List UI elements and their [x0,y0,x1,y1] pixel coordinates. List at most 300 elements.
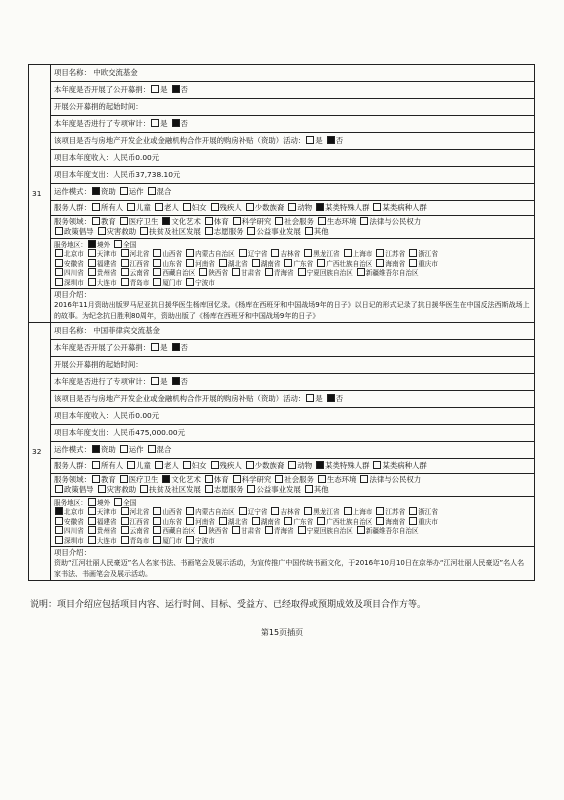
checkbox-option[interactable] [54,518,84,526]
checkbox-option[interactable] [126,203,151,212]
empty-box-icon[interactable] [121,259,129,267]
empty-box-icon[interactable] [373,203,381,211]
fields-label: 服务领域： [54,217,91,226]
empty-box-icon[interactable] [265,526,273,534]
checkbox-option[interactable] [359,217,421,226]
empty-box-icon[interactable] [288,203,296,211]
checkbox-option[interactable] [182,461,207,470]
checkbox-option[interactable] [210,461,242,470]
empty-box-icon[interactable] [284,259,292,267]
empty-box-icon[interactable] [153,517,161,525]
empty-box-icon[interactable] [317,259,325,267]
checkbox-option[interactable] [343,250,373,258]
empty-box-icon[interactable] [219,517,227,525]
checkbox-option[interactable] [238,508,268,516]
income-value: 项目本年度收入：人民币0.00元 [54,153,160,162]
checked-box-icon[interactable] [172,85,180,93]
checkbox-option[interactable] [113,499,136,507]
empty-box-icon[interactable] [140,485,148,493]
empty-box-icon[interactable] [360,475,368,483]
checkbox-option[interactable] [161,217,201,226]
empty-box-icon[interactable] [55,536,63,544]
form-cell [51,116,535,133]
empty-box-icon[interactable] [376,249,384,257]
checkbox-option[interactable] [91,203,123,212]
checkbox-option[interactable] [375,518,405,526]
checkbox-option[interactable] [317,217,357,226]
checkbox-option[interactable] [147,187,172,196]
checkbox-option[interactable] [120,250,150,258]
empty-box-icon[interactable] [183,203,191,211]
empty-box-icon[interactable] [409,517,417,525]
empty-box-icon[interactable] [153,268,161,276]
empty-box-icon[interactable] [55,517,63,525]
empty-box-icon[interactable] [92,475,100,483]
checkbox-option[interactable] [119,445,144,454]
empty-box-icon[interactable] [205,227,213,235]
empty-box-icon[interactable] [205,485,213,493]
empty-box-icon[interactable] [344,507,352,515]
empty-box-icon[interactable] [186,517,194,525]
checkbox-option[interactable] [171,377,188,386]
checked-box-icon[interactable] [316,461,324,469]
empty-box-icon[interactable] [153,536,161,544]
empty-box-icon[interactable] [318,475,326,483]
empty-box-icon[interactable] [252,259,260,267]
checkbox-label: 全国 [123,499,137,508]
checkbox-option[interactable] [315,203,369,212]
empty-box-icon[interactable] [247,227,255,235]
empty-box-icon[interactable] [55,485,63,493]
empty-box-icon[interactable] [121,278,129,286]
checkbox-option[interactable] [185,518,215,526]
checkbox-option[interactable] [251,518,281,526]
empty-box-icon[interactable] [219,259,227,267]
checkbox-option[interactable] [185,508,235,516]
checked-box-icon[interactable] [316,203,324,211]
empty-box-icon[interactable] [148,187,156,195]
empty-box-icon[interactable] [232,526,240,534]
checkbox-option[interactable] [210,203,242,212]
checkbox-option[interactable] [316,518,372,526]
empty-box-icon[interactable] [233,217,241,225]
empty-box-icon[interactable] [151,85,159,93]
empty-box-icon[interactable] [183,461,191,469]
checkbox-option[interactable] [246,227,300,236]
empty-box-icon[interactable] [271,249,279,257]
checkbox-option[interactable] [204,217,229,226]
checkbox-option[interactable] [315,461,369,470]
checkbox-option[interactable] [185,537,215,545]
checkbox-option[interactable] [120,518,150,526]
checkbox-label: 体育 [213,475,229,485]
checkbox-option[interactable] [152,269,195,277]
checkbox-option[interactable] [303,508,339,516]
empty-box-icon[interactable] [318,217,326,225]
checkbox-option[interactable] [54,250,84,258]
checkbox-label: 山东省 [162,517,183,526]
empty-box-icon[interactable] [114,240,122,248]
empty-box-icon[interactable] [317,517,325,525]
empty-box-icon[interactable] [88,278,96,286]
empty-box-icon[interactable] [55,526,63,534]
empty-box-icon[interactable] [121,507,129,515]
empty-box-icon[interactable] [376,517,384,525]
empty-box-icon[interactable] [88,536,96,544]
empty-box-icon[interactable] [98,485,106,493]
project-table [28,64,535,581]
empty-box-icon[interactable] [305,227,313,235]
checkbox-option[interactable] [359,475,421,484]
empty-box-icon[interactable] [247,485,255,493]
empty-box-icon[interactable] [153,259,161,267]
empty-box-icon[interactable] [151,119,159,127]
checked-box-icon[interactable] [162,217,170,225]
checked-box-icon[interactable] [55,507,63,515]
checkbox-option[interactable] [185,279,215,287]
checkbox-option[interactable] [245,203,285,212]
empty-box-icon[interactable] [88,249,96,257]
checkbox-option[interactable] [87,527,117,535]
checkbox-option[interactable] [317,475,357,484]
checkbox-option[interactable] [120,269,150,277]
empty-box-icon[interactable] [275,475,283,483]
checkbox-option[interactable] [375,508,405,516]
form-cell [51,65,535,82]
checkbox-option[interactable] [54,508,84,516]
empty-box-icon[interactable] [265,268,273,276]
checkbox-option[interactable] [283,260,313,268]
checkbox-option[interactable] [408,260,438,268]
empty-box-icon[interactable] [114,498,122,506]
checkbox-option[interactable] [304,227,329,236]
checkbox-option[interactable] [303,250,339,258]
checkbox-option[interactable] [238,250,268,258]
checkbox-option[interactable] [152,279,182,287]
checkbox-option[interactable] [126,461,151,470]
empty-box-icon[interactable] [373,461,381,469]
checkbox-option[interactable] [171,85,188,94]
checkbox-option[interactable] [204,475,229,484]
empty-box-icon[interactable] [153,526,161,534]
name-label: 项目名称： [54,326,91,336]
empty-box-icon[interactable] [205,217,213,225]
checked-box-icon[interactable] [92,187,100,195]
empty-box-icon[interactable] [121,517,129,525]
empty-box-icon[interactable] [121,249,129,257]
form-cell [51,216,535,239]
empty-box-icon[interactable] [55,268,63,276]
checkbox-option[interactable] [152,508,182,516]
checkbox-option[interactable] [54,527,84,535]
checkbox-option[interactable] [150,85,167,94]
checkbox-option[interactable] [152,250,182,258]
checkbox-option[interactable] [185,260,215,268]
checked-box-icon[interactable] [162,475,170,483]
checkbox-option[interactable] [297,527,353,535]
empty-box-icon[interactable] [120,217,128,225]
empty-box-icon[interactable] [88,507,96,515]
checkbox-option[interactable] [120,279,150,287]
checkbox-option[interactable] [171,343,188,352]
empty-box-icon[interactable] [376,507,384,515]
checkbox-option[interactable] [154,203,179,212]
checkbox-option[interactable] [264,527,294,535]
checkbox-option[interactable] [270,250,300,258]
checkbox-option[interactable] [316,260,372,268]
checkbox-option[interactable] [120,260,150,268]
empty-box-icon[interactable] [88,268,96,276]
checkbox-option[interactable] [54,279,84,287]
empty-box-icon[interactable] [92,217,100,225]
empty-box-icon[interactable] [306,394,314,402]
empty-box-icon[interactable] [127,461,135,469]
checkbox-option[interactable] [54,227,94,236]
checkbox-option[interactable] [408,250,438,258]
checkbox-option[interactable] [204,227,244,236]
empty-box-icon[interactable] [409,249,417,257]
checkbox-option[interactable] [87,241,110,249]
checkbox-option[interactable] [152,518,182,526]
empty-box-icon[interactable] [304,249,312,257]
checkbox-option[interactable] [171,119,188,128]
checkbox-option[interactable] [120,527,150,535]
empty-box-icon[interactable] [186,249,194,257]
empty-box-icon[interactable] [153,249,161,257]
empty-box-icon[interactable] [88,259,96,267]
checkbox-option[interactable] [54,260,84,268]
checkbox-option[interactable] [270,508,300,516]
empty-box-icon[interactable] [199,526,207,534]
checkbox-option[interactable] [246,485,300,494]
checkbox-option[interactable] [304,485,329,494]
checkbox-option[interactable] [231,527,261,535]
empty-box-icon[interactable] [88,517,96,525]
checkbox-option[interactable] [305,394,322,403]
checkbox-option[interactable] [54,537,84,545]
checkbox-option[interactable] [305,136,322,145]
checkbox-option[interactable] [150,343,167,352]
empty-box-icon[interactable] [55,249,63,257]
checkbox-option[interactable] [152,527,195,535]
empty-box-icon[interactable] [239,507,247,515]
checked-box-icon[interactable] [327,136,335,144]
checkbox-option[interactable] [372,203,426,212]
checkbox-option[interactable] [87,499,110,507]
checkbox-option[interactable] [54,485,94,494]
empty-box-icon[interactable] [344,249,352,257]
checkbox-option[interactable] [91,445,116,454]
checkbox-option[interactable] [91,461,123,470]
checkbox-option[interactable] [97,227,137,236]
checkbox-option[interactable] [297,269,353,277]
checkbox-option[interactable] [251,260,281,268]
empty-box-icon[interactable] [409,259,417,267]
checkbox-option[interactable] [408,518,438,526]
empty-box-icon[interactable] [88,526,96,534]
checkbox-option[interactable] [91,217,116,226]
checkbox-option[interactable] [274,217,314,226]
checkbox-option[interactable] [326,394,343,403]
checkbox-option[interactable] [150,377,167,386]
checkbox-option[interactable] [287,461,312,470]
empty-box-icon[interactable] [288,461,296,469]
checkbox-option[interactable] [91,475,116,484]
checkbox-option[interactable] [119,217,159,226]
checkbox-option[interactable] [343,508,373,516]
checkbox-option[interactable] [408,508,438,516]
empty-box-icon[interactable] [92,461,100,469]
checkbox-option[interactable] [139,485,201,494]
empty-box-icon[interactable] [151,343,159,351]
empty-box-icon[interactable] [376,259,384,267]
empty-box-icon[interactable] [121,526,129,534]
empty-box-icon[interactable] [298,526,306,534]
empty-box-icon[interactable] [121,536,129,544]
empty-box-icon[interactable] [233,475,241,483]
empty-box-icon[interactable] [275,217,283,225]
checkbox-option[interactable] [154,461,179,470]
checkbox-option[interactable] [375,260,405,268]
empty-box-icon[interactable] [153,278,161,286]
form-cell [51,357,535,374]
empty-box-icon[interactable] [360,217,368,225]
form-cell [51,391,535,408]
checkbox-option[interactable] [113,241,136,249]
empty-box-icon[interactable] [232,268,240,276]
checkbox-option[interactable] [356,527,419,535]
empty-box-icon[interactable] [127,203,135,211]
empty-box-icon[interactable] [155,203,163,211]
checked-box-icon[interactable] [172,343,180,351]
checked-box-icon[interactable] [92,445,100,453]
checkbox-option[interactable] [87,279,117,287]
empty-box-icon[interactable] [186,536,194,544]
empty-box-icon[interactable] [98,227,106,235]
empty-box-icon[interactable] [246,461,254,469]
checkbox-option[interactable] [147,445,172,454]
empty-box-icon[interactable] [304,507,312,515]
checkbox-label: 是 [315,394,323,404]
checkbox-option[interactable] [287,203,312,212]
checkbox-option[interactable] [232,475,272,484]
checked-box-icon[interactable] [327,394,335,402]
checkbox-option[interactable] [375,250,405,258]
checkbox-option[interactable] [245,461,285,470]
empty-box-icon[interactable] [92,203,100,211]
empty-box-icon[interactable] [55,227,63,235]
empty-box-icon[interactable] [120,475,128,483]
empty-box-icon[interactable] [120,187,128,195]
checkbox-option[interactable] [264,269,294,277]
checkbox-label: 山西省 [162,508,183,517]
checkbox-option[interactable] [150,119,167,128]
checkbox-option[interactable] [161,475,201,484]
empty-box-icon[interactable] [271,507,279,515]
checkbox-option[interactable] [54,269,84,277]
empty-box-icon[interactable] [205,475,213,483]
empty-box-icon[interactable] [211,203,219,211]
empty-box-icon[interactable] [186,259,194,267]
checkbox-option[interactable] [120,508,150,516]
empty-box-icon[interactable] [306,136,314,144]
checkbox-option[interactable] [120,537,150,545]
checkbox-option[interactable] [204,485,244,494]
empty-box-icon[interactable] [120,445,128,453]
empty-box-icon[interactable] [211,461,219,469]
checkbox-option[interactable] [274,475,314,484]
empty-box-icon[interactable] [88,498,96,506]
empty-box-icon[interactable] [284,517,292,525]
checkbox-option[interactable] [232,217,272,226]
checkbox-option[interactable] [283,518,313,526]
checkbox-option[interactable] [87,250,117,258]
empty-box-icon[interactable] [55,259,63,267]
checked-box-icon[interactable] [88,240,96,248]
checkbox-option[interactable] [218,260,248,268]
checkbox-option[interactable] [152,537,182,545]
empty-box-icon[interactable] [121,268,129,276]
checkbox-option[interactable] [97,485,137,494]
empty-box-icon[interactable] [246,203,254,211]
checkbox-option[interactable] [198,527,228,535]
checkbox-option[interactable] [372,461,426,470]
empty-box-icon[interactable] [55,278,63,286]
checkbox-option[interactable] [198,269,228,277]
checkbox-option[interactable] [119,475,159,484]
empty-box-icon[interactable] [151,377,159,385]
checkbox-option[interactable] [185,250,235,258]
checkbox-option[interactable] [87,260,117,268]
empty-box-icon[interactable] [305,485,313,493]
checked-box-icon[interactable] [172,377,180,385]
checkbox-option[interactable] [87,269,117,277]
empty-box-icon[interactable] [155,461,163,469]
checkbox-label: 志愿服务 [213,485,244,495]
checkbox-option[interactable] [87,537,117,545]
checkbox-option[interactable] [139,227,201,236]
checkbox-option[interactable] [87,518,117,526]
checkbox-option[interactable] [152,260,182,268]
empty-box-icon[interactable] [186,278,194,286]
checkbox-option[interactable] [87,508,117,516]
empty-box-icon[interactable] [239,249,247,257]
checkbox-option[interactable] [119,187,144,196]
empty-box-icon[interactable] [298,268,306,276]
checkbox-option[interactable] [91,187,116,196]
empty-box-icon[interactable] [199,268,207,276]
checkbox-label: 江苏省 [385,508,406,517]
start-time-label: 开展公开募捐的起始时间： [54,102,143,111]
empty-box-icon[interactable] [148,445,156,453]
empty-box-icon[interactable] [409,507,417,515]
checkbox-option[interactable] [182,203,207,212]
checked-box-icon[interactable] [172,119,180,127]
checkbox-option[interactable] [356,269,419,277]
empty-box-icon[interactable] [357,268,365,276]
checkbox-option[interactable] [218,518,248,526]
empty-box-icon[interactable] [252,517,260,525]
income-value: 项目本年度收入：人民币0.00元 [54,411,160,421]
empty-box-icon[interactable] [357,526,365,534]
empty-box-icon[interactable] [153,507,161,515]
checkbox-label: 西藏自治区 [162,269,196,278]
checkbox-option[interactable] [231,269,261,277]
empty-box-icon[interactable] [140,227,148,235]
empty-box-icon[interactable] [186,507,194,515]
checkbox-label: 教育 [100,217,116,226]
checkbox-option[interactable] [326,136,343,145]
